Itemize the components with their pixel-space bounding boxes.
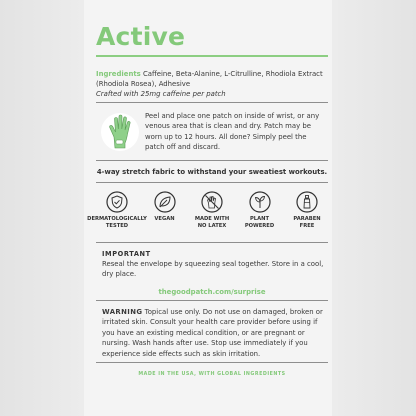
important-text: Reseal the envelope by squeezing seal together. Store in a cool, dry place.: [102, 260, 324, 279]
warning-text: Topical use only. Do not use on damaged, broken or irritated skin. Consult your health care provider before using if you have an existing medical condition, or are pregnant or nursing. Wash hands after use. Stop use immediately if you experience side effects such as skin irritation.: [102, 308, 323, 358]
badge-vegan: [142, 191, 188, 229]
warning-label: WARNING: [102, 308, 143, 316]
no-latex-glove-icon: [201, 191, 223, 213]
divider: [96, 160, 328, 161]
divider: [96, 102, 328, 103]
background-left: [0, 0, 84, 416]
divider: [96, 300, 328, 301]
crafted-note: Crafted with 25mg caffeine per patch: [96, 90, 226, 99]
wrist-patch-hand-icon: [100, 110, 140, 154]
warning-block: [102, 307, 326, 359]
bottle-icon: [296, 191, 318, 213]
usage-instructions: Peel and place one patch on inside of wrist, or any venous area that is clean and dry. Patch may be worn up to 12 hours. All done? Simply peel the patch off and discard.: [145, 112, 320, 151]
important-heading: IMPORTANT: [102, 250, 151, 258]
website-url[interactable]: thegoodpatch.com/surprise: [158, 288, 266, 296]
badge-label: PARABEN FREE: [293, 216, 321, 229]
divider: [96, 182, 328, 183]
product-title: Active: [96, 22, 186, 51]
badge-label: MADE WITH NO LATEX: [194, 216, 230, 229]
badge-plant-powered: [237, 191, 283, 229]
divider: [96, 242, 328, 243]
ingredients-text: Caffeine, Beta-Alanine, L-Citrulline, Rhodiola Extract (Rhodiola Rosea), Adhesive: [96, 70, 323, 89]
badge-dermatologically-tested: [87, 191, 147, 229]
shield-check-icon: [106, 191, 128, 213]
leaf-icon: [154, 191, 176, 213]
feature-badges: [87, 191, 330, 229]
badge-paraben-free: [284, 191, 330, 229]
background-right: [332, 0, 416, 416]
badge-no-latex: [189, 191, 235, 229]
ingredients-block: [96, 69, 326, 100]
divider: [96, 362, 328, 363]
badge-label: PLANT POWERED: [244, 216, 275, 229]
badge-label: VEGAN: [154, 216, 175, 222]
sprout-icon: [249, 191, 271, 213]
made-in-note: MADE IN THE USA, WITH GLOBAL INGREDIENTS: [138, 372, 286, 377]
ingredients-label: Ingredients: [96, 70, 141, 78]
stretch-fabric-note: 4-way stretch fabric to withstand your sweatiest workouts.: [96, 168, 328, 176]
title-divider: [96, 55, 328, 57]
badge-label: DERMATOLOGICALLY TESTED: [87, 216, 147, 229]
